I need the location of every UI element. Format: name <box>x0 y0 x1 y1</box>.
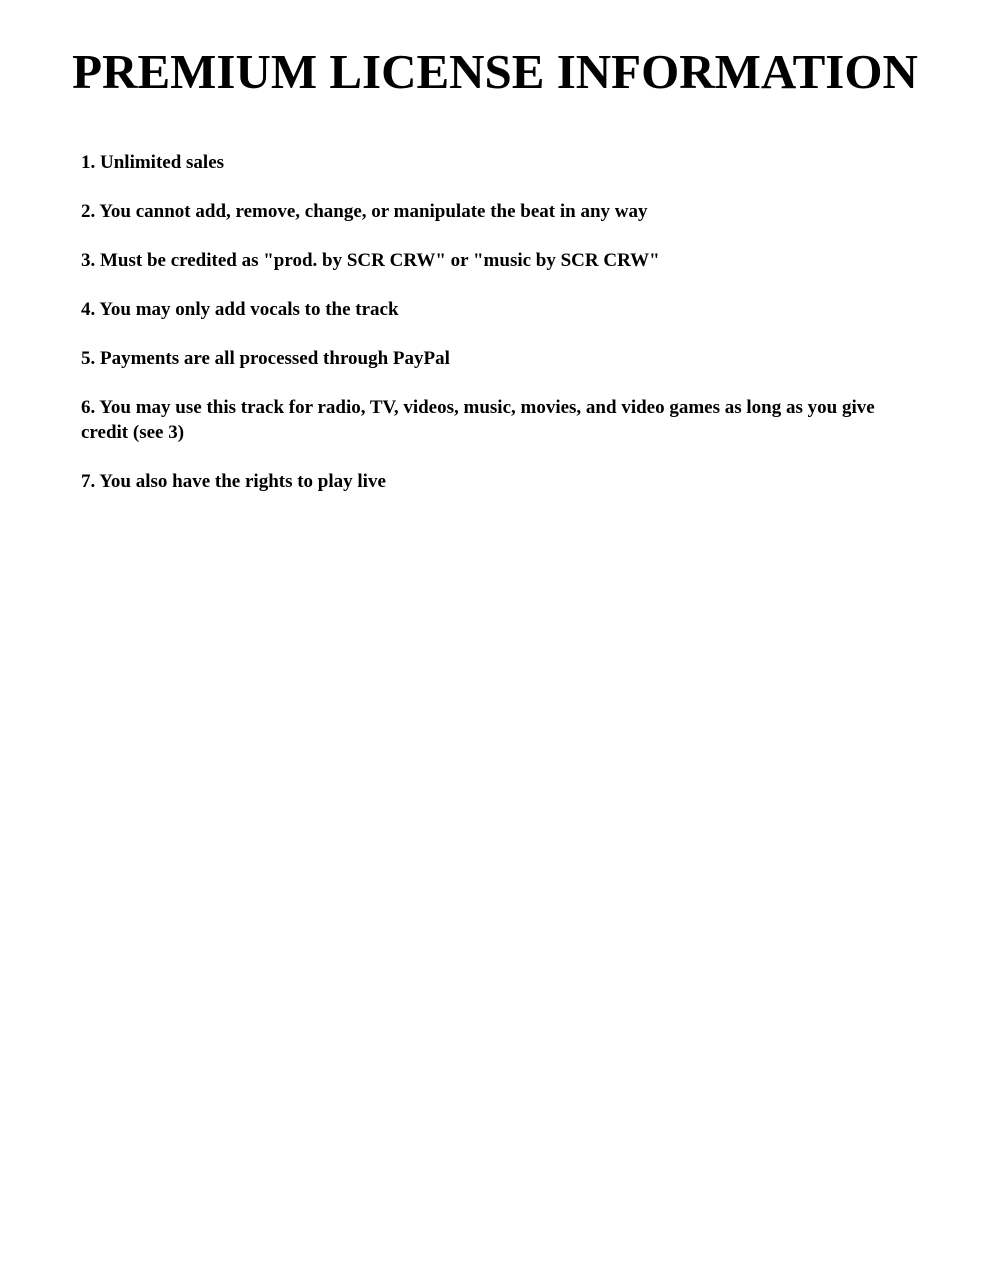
license-terms-list <box>81 150 921 518</box>
license-term-5: 5. Payments are all processed through PayPal <box>81 348 450 369</box>
license-term-7: 7. You also have the rights to play live <box>81 471 386 492</box>
license-term-3: 3. Must be credited as "prod. by SCR CRW" or "music by SCR CRW" <box>81 250 660 271</box>
license-term-1: 1. Unlimited sales <box>81 152 225 173</box>
page-title: PREMIUM LICENSE INFORMATION <box>72 44 918 99</box>
license-term-4: 4. You may only add vocals to the track <box>81 299 399 320</box>
license-term-2: 2. You cannot add, remove, change, or manipulate the beat in any way <box>81 201 648 222</box>
license-term-6: 6. You may use this track for radio, TV, videos, music, movies, and video games as long as you give credit (see 3) <box>81 397 875 443</box>
